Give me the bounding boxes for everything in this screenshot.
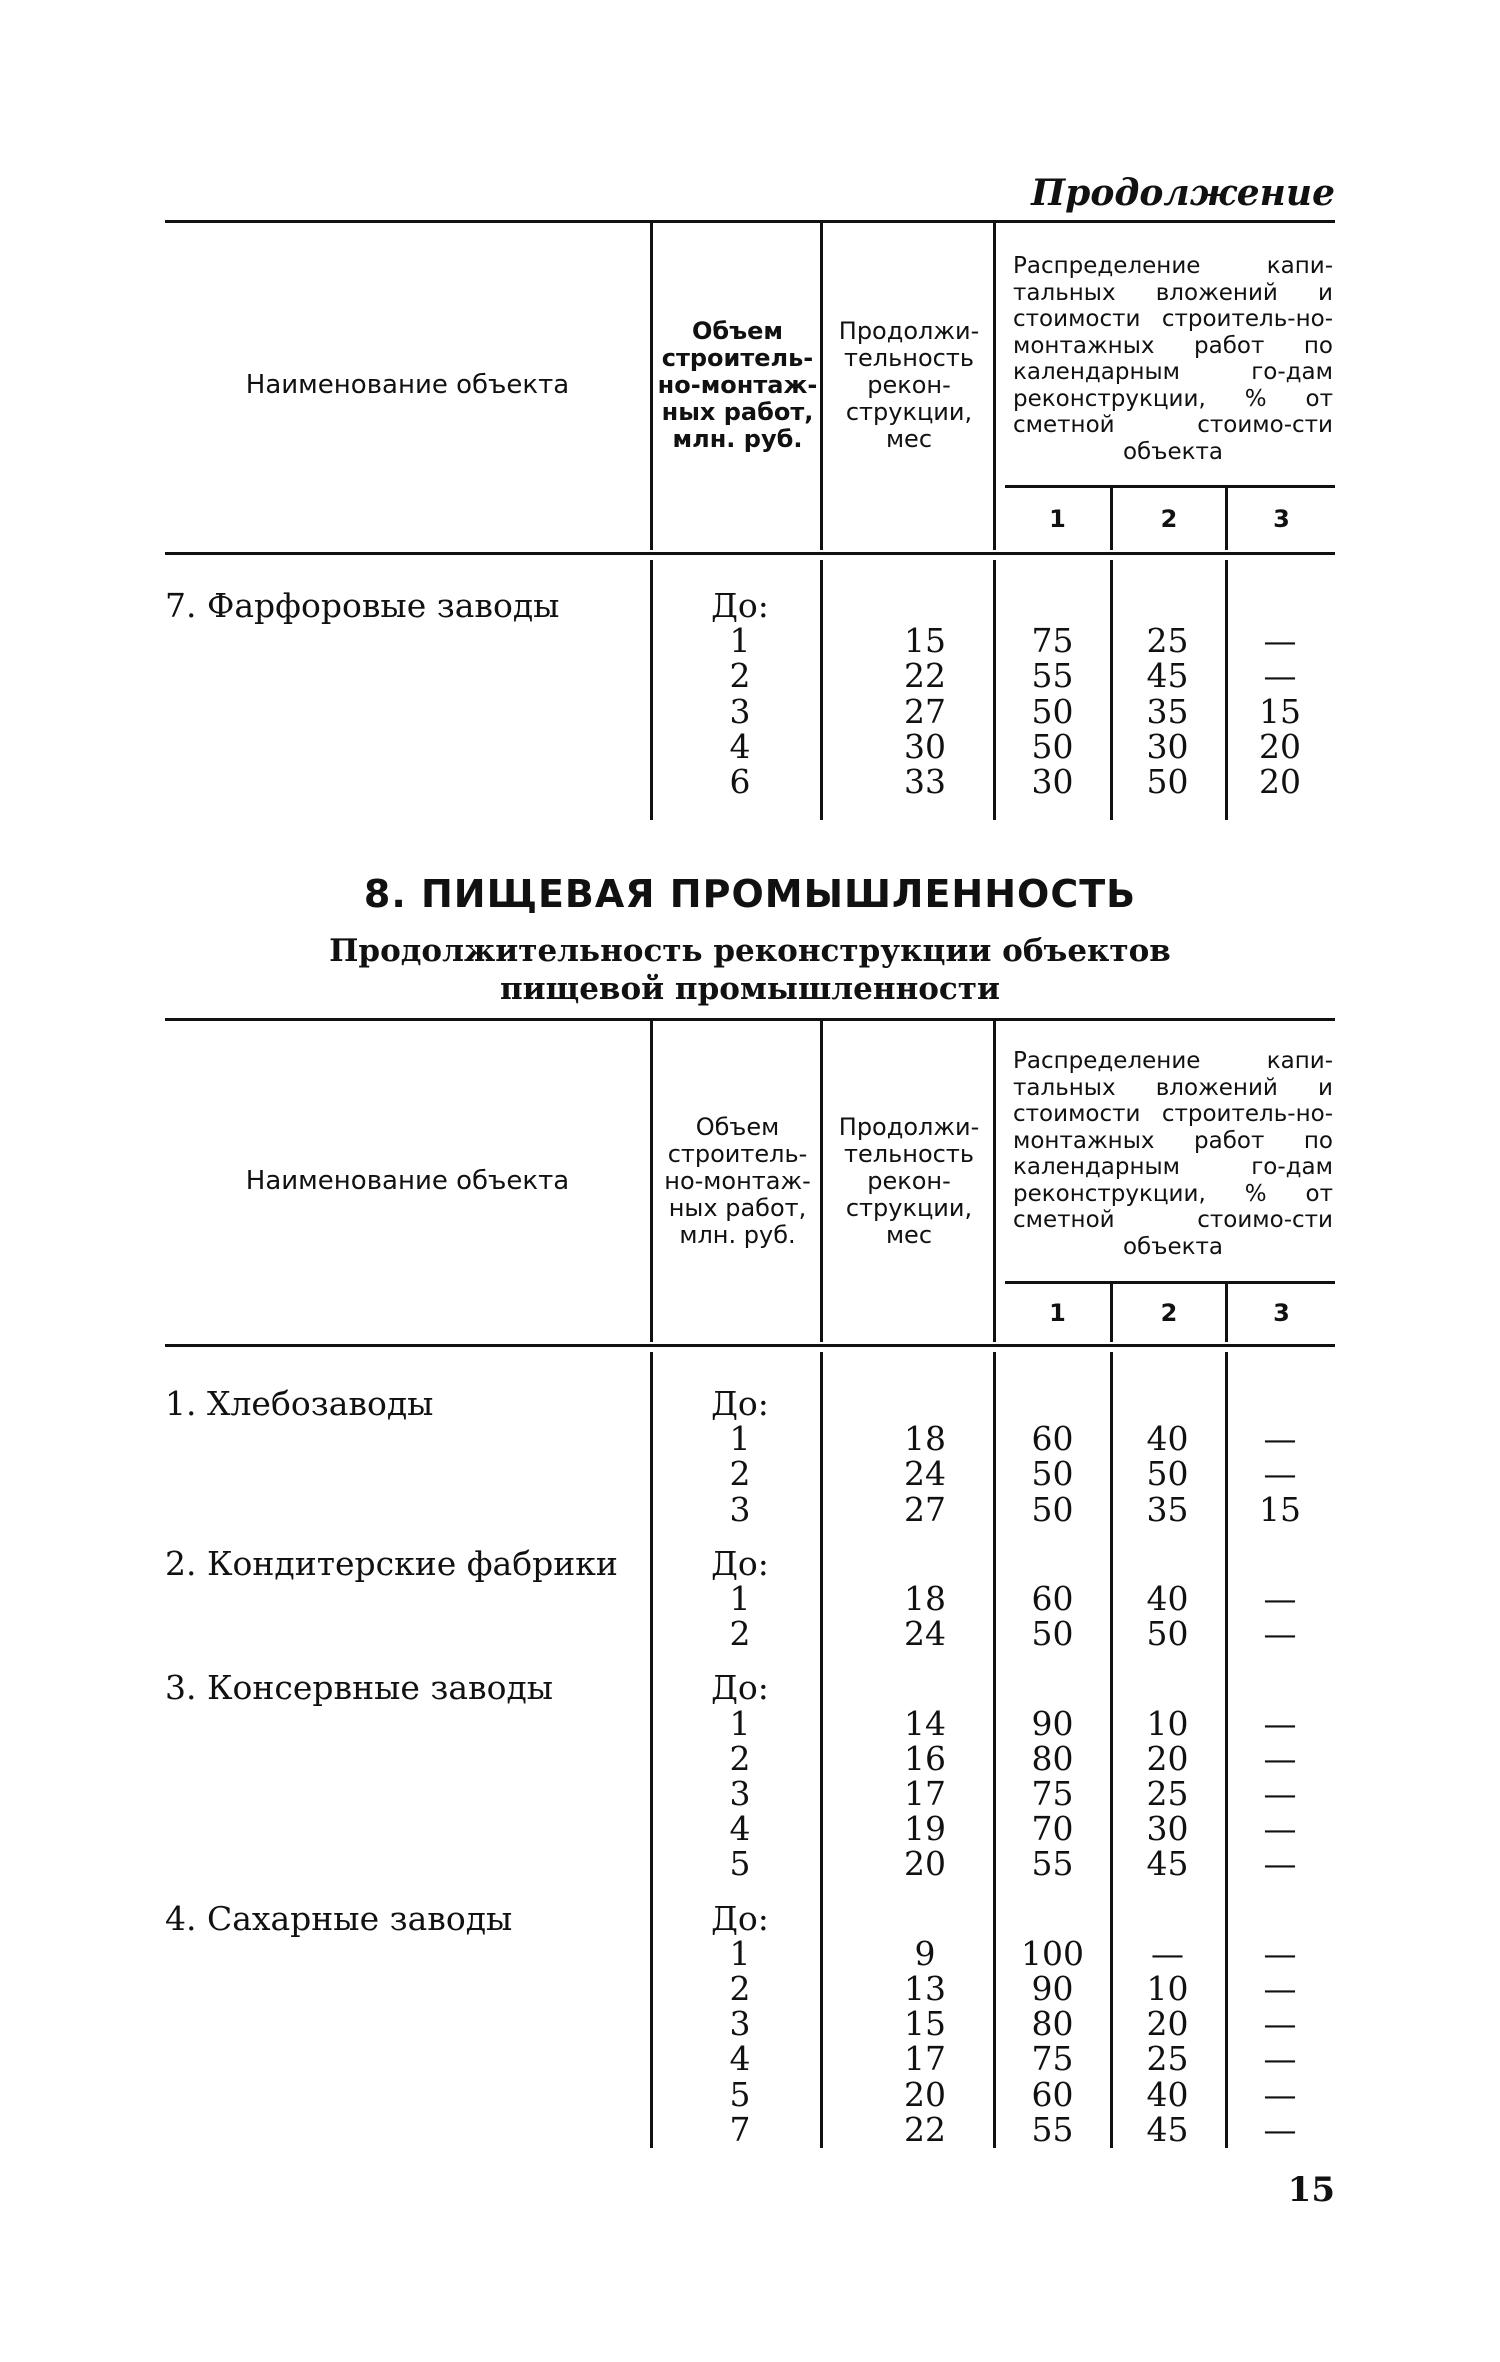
cell-year-2: 50 (1146, 762, 1189, 801)
header-duration: Продолжи-тельность рекон-струкции, мес (838, 317, 980, 453)
table-row (165, 1581, 1335, 1617)
cell-volume: 1 (729, 1933, 751, 1973)
cell-duration: 22 (904, 656, 946, 696)
cell-year-3: — (1263, 1703, 1297, 1743)
cell-duration: 17 (904, 1774, 946, 1813)
table-row (165, 1616, 1335, 1652)
cell-year-1: 75 (1031, 1774, 1074, 1813)
table-row (165, 1703, 1335, 1743)
cell-year-1: 30 (1031, 762, 1074, 801)
cell-volume: 2 (729, 656, 751, 696)
cell-volume: До: (711, 1668, 769, 1708)
cell-year-1: 80 (1031, 2004, 1074, 2044)
cell-year-3: — (1263, 1579, 1297, 1618)
cell-volume: До: (711, 1384, 769, 1423)
header-year-1: 1 (1049, 505, 1066, 533)
cell-year-3: — (1263, 2039, 1297, 2079)
cell-year-1: 75 (1031, 2039, 1074, 2079)
table-row (165, 658, 1335, 694)
section-title: 8. ПИЩЕВАЯ ПРОМЫШЛЕННОСТЬ (363, 872, 1137, 916)
header-volume: Объем строитель-но-монтаж-ных работ, млн. руб. (657, 317, 818, 453)
cell-duration: 20 (904, 1844, 946, 1884)
cell-duration: 18 (904, 1419, 946, 1459)
header-bottom-rule (165, 552, 1335, 555)
header-volume: Объем строитель-но-монтаж-ных работ, млн. руб. (664, 1113, 811, 1249)
table-row (165, 1933, 1335, 1973)
cell-year-1: 55 (1031, 1844, 1074, 1884)
cell-duration: 13 (904, 1969, 946, 2008)
cell-volume: 4 (729, 726, 751, 766)
cell-year-2: 40 (1146, 2074, 1189, 2114)
table-row (165, 1456, 1335, 1492)
cell-year-3: — (1263, 2109, 1297, 2149)
cell-volume: 1 (729, 621, 751, 661)
table-row (165, 1971, 1335, 2007)
cell-duration: 22 (904, 2109, 946, 2149)
col-divider (820, 1021, 823, 1342)
cell-year-1: 80 (1031, 1738, 1074, 1778)
header-distribution: Распределение капи-тальных вложений и стоимости строитель-но-монтажных работ по календарным го-дам реконструкции, % от сметной стоимо-сти объекта (1013, 253, 1333, 465)
table-row (165, 1489, 1335, 1529)
cell-year-2: 25 (1146, 621, 1189, 661)
table-row-group-start (165, 1386, 1335, 1422)
years-rule (1005, 485, 1335, 488)
cell-year-3: — (1263, 1738, 1297, 1778)
cell-year-3: — (1263, 621, 1297, 661)
table-row (165, 1738, 1335, 1778)
cell-year-3: — (1263, 656, 1297, 696)
cell-volume: 1 (729, 1703, 751, 1743)
header-name: Наименование объекта (245, 370, 570, 400)
cell-duration: 27 (904, 691, 946, 731)
cell-year-1: 50 (1031, 726, 1074, 766)
cell-volume: 5 (729, 1844, 751, 1884)
section-subtitle-line-1: Продолжительность реконструкции объектов (329, 933, 1171, 969)
cell-volume: 6 (729, 762, 751, 801)
cell-year-3: 20 (1259, 762, 1301, 801)
cell-duration: 9 (914, 1933, 936, 1973)
cell-duration: 16 (904, 1738, 946, 1778)
cell-volume: 3 (729, 1774, 751, 1813)
cell-duration: 15 (904, 621, 946, 661)
cell-duration: 20 (904, 2074, 946, 2114)
section-subtitle-line-2: пищевой промышленности (499, 971, 1001, 1007)
cell-year-2: 35 (1146, 1489, 1189, 1529)
cell-year-1: 55 (1031, 656, 1074, 696)
table-row (165, 691, 1335, 731)
cell-year-2: 30 (1146, 1809, 1189, 1849)
cell-volume: 2 (729, 1738, 751, 1778)
header-year-3: 3 (1273, 1299, 1290, 1327)
cell-year-3: — (1263, 2074, 1297, 2114)
section-subtitle (0, 932, 1500, 1008)
cell-year-2: 30 (1146, 726, 1189, 766)
table-porcelain (165, 220, 1335, 820)
cell-volume: До: (711, 1543, 769, 1583)
cell-year-2: 45 (1146, 1844, 1189, 1884)
table-row (165, 764, 1335, 800)
table-food-industry (165, 1018, 1335, 2148)
cell-year-3: — (1263, 1774, 1297, 1813)
cell-year-3: — (1263, 1844, 1297, 1884)
cell-volume: До: (711, 586, 769, 625)
cell-volume: До: (711, 1898, 769, 1938)
cell-year-3: — (1263, 1933, 1297, 1973)
cell-duration: 17 (904, 2039, 946, 2079)
header-top-rule (165, 1018, 1335, 1021)
cell-duration: 33 (904, 762, 946, 801)
cell-year-3: 20 (1259, 726, 1301, 766)
table-row-group-start (165, 1670, 1335, 1706)
table-row (165, 2109, 1335, 2149)
cell-volume: 4 (729, 1809, 751, 1849)
table-row (165, 1811, 1335, 1847)
cell-year-1: 50 (1031, 1454, 1074, 1494)
cell-duration: 18 (904, 1579, 946, 1618)
table-row (165, 2006, 1335, 2042)
cell-year-2: — (1151, 1933, 1184, 1973)
cell-year-2: 25 (1146, 2039, 1189, 2079)
table-row (165, 2041, 1335, 2077)
cell-duration: 15 (904, 2004, 946, 2044)
cell-volume: 2 (729, 1614, 751, 1654)
header-year-1: 1 (1049, 1299, 1066, 1327)
years-rule (1005, 1281, 1335, 1284)
cell-duration: 27 (904, 1489, 946, 1529)
table-row (165, 623, 1335, 659)
cell-duration: 24 (904, 1614, 946, 1654)
cell-year-1: 60 (1031, 2074, 1074, 2114)
header-name: Наименование объекта (245, 1166, 570, 1196)
cell-year-3: — (1263, 1614, 1297, 1654)
cell-year-3: — (1263, 2004, 1297, 2044)
cell-volume: 1 (729, 1419, 751, 1459)
cell-year-3: — (1263, 1809, 1297, 1849)
cell-year-1: 90 (1031, 1969, 1074, 2008)
table-row (165, 2074, 1335, 2114)
cell-year-1: 75 (1031, 621, 1074, 661)
row-name: 2. Кондитерские фабрики (165, 1543, 618, 1583)
cell-year-2: 20 (1146, 1738, 1189, 1778)
cell-duration: 24 (904, 1454, 946, 1494)
row-name: 3. Консервные заводы (165, 1668, 554, 1708)
cell-year-1: 90 (1031, 1703, 1074, 1743)
cell-volume: 7 (729, 2109, 751, 2149)
cell-year-1: 50 (1031, 1489, 1074, 1529)
col-divider (650, 223, 653, 550)
page-number: 15 (1287, 2170, 1335, 2210)
header-year-2: 2 (1160, 505, 1178, 533)
table-row-group-start (165, 1543, 1335, 1583)
col-divider (820, 223, 823, 550)
header-distribution: Распределение капи-тальных вложений и стоимости строитель-но-монтажных работ по календарным го-дам реконструкции, % от сметной стоимо-сти объекта (1013, 1048, 1333, 1260)
cell-year-2: 40 (1146, 1579, 1189, 1618)
cell-volume: 1 (729, 1579, 751, 1618)
cell-year-1: 50 (1031, 691, 1074, 731)
cell-duration: 30 (904, 726, 946, 766)
cell-volume: 3 (729, 691, 751, 731)
table-row (165, 1846, 1335, 1882)
header-top-rule (165, 220, 1335, 223)
cell-year-2: 45 (1146, 656, 1189, 696)
cell-volume: 3 (729, 2004, 751, 2044)
cell-year-1: 50 (1031, 1614, 1074, 1654)
cell-year-2: 25 (1146, 1774, 1189, 1813)
cell-duration: 19 (904, 1809, 946, 1849)
cell-volume: 4 (729, 2039, 751, 2079)
table-row (165, 1421, 1335, 1457)
cell-year-2: 45 (1146, 2109, 1189, 2149)
continued-label: Продолжение (1031, 172, 1335, 214)
header-year-2: 2 (1160, 1299, 1178, 1327)
header-year-3: 3 (1273, 505, 1290, 533)
header-bottom-rule (165, 1344, 1335, 1347)
cell-volume: 2 (729, 1454, 751, 1494)
cell-year-3: — (1263, 1454, 1297, 1494)
cell-year-2: 10 (1146, 1969, 1189, 2008)
cell-year-3: 15 (1259, 691, 1301, 731)
col-divider (993, 223, 996, 550)
cell-year-1: 60 (1031, 1579, 1074, 1618)
table-row-group-start (165, 588, 1335, 624)
cell-year-2: 40 (1146, 1419, 1189, 1459)
cell-year-1: 60 (1031, 1419, 1074, 1459)
col-divider (993, 1021, 996, 1342)
cell-year-2: 50 (1146, 1614, 1189, 1654)
cell-year-1: 100 (1021, 1933, 1084, 1973)
col-divider (650, 1021, 653, 1342)
cell-volume: 3 (729, 1489, 751, 1529)
cell-year-1: 55 (1031, 2109, 1074, 2149)
cell-year-2: 35 (1146, 691, 1189, 731)
cell-year-3: 15 (1259, 1489, 1301, 1529)
cell-volume: 5 (729, 2074, 751, 2114)
cell-duration: 14 (904, 1703, 946, 1743)
row-name: 1. Хлебозаводы (165, 1384, 434, 1423)
cell-year-1: 70 (1031, 1809, 1074, 1849)
cell-year-2: 10 (1146, 1703, 1189, 1743)
row-name: 7. Фарфоровые заводы (165, 586, 560, 625)
header-duration: Продолжи-тельность рекон-струкции, мес (838, 1113, 980, 1249)
table-row (165, 1776, 1335, 1812)
cell-year-2: 20 (1146, 2004, 1189, 2044)
cell-year-3: — (1263, 1969, 1297, 2008)
cell-year-2: 50 (1146, 1454, 1189, 1494)
row-name: 4. Сахарные заводы (165, 1898, 513, 1938)
cell-volume: 2 (729, 1969, 751, 2008)
table-row-group-start (165, 1898, 1335, 1938)
cell-year-3: — (1263, 1419, 1297, 1459)
table-row (165, 726, 1335, 766)
